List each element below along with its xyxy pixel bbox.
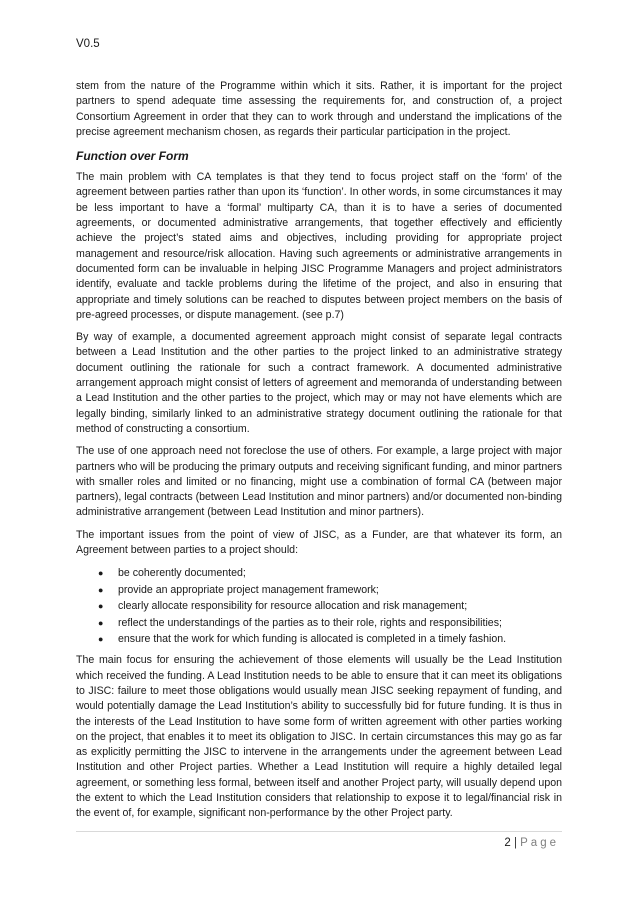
list-item-text: be coherently documented; <box>118 567 246 580</box>
paragraph-example: By way of example, a documented agreement approach might consist of separate legal contracts between a Lead Institution and the other parties to the project linked to an administrative strategy document outlining the rationale for such a contract framework. A documented administrative arrangement approach might consist of letters of agreement and memoranda of understanding between a Lead Institution and the other parties to the project, which may or may not have elements which are legally binding, similarly linked to an administrative strategy document outlining the rationale for that method of constructing a consortium. <box>76 331 562 435</box>
bullet-icon: ● <box>98 568 104 579</box>
list-item <box>98 598 562 614</box>
list-item <box>98 615 562 631</box>
list-item <box>98 631 562 647</box>
bullet-icon: ● <box>98 584 104 595</box>
paragraph-function-over-form: The main problem with CA templates is that they tend to focus project staff on the ‘form’ of the agreement between parties rather than upon its ‘function’. In other words, in some circumstances it may be less important to have a ‘formal’ multiparty CA, than it is to have a series of documented agreements, or documented administrative arrangements, that together effectively and efficiently achieve the project’s stated aims and objectives, including providing for appropriate project management and resource/risk allocation. Having such agreements or administrative arrangements in documented form can be invaluable in helping JISC Programme Managers and project administrators identify, evaluate and tackle problems during the lifetime of the project, and also in ensuring that appropriate and timely solutions can be reached to disputes between project members on the basis of pre-agreed processes, or dispute management. (see p.7) <box>76 171 562 321</box>
paragraph-lead-institution: The main focus for ensuring the achievement of those elements will usually be the Lead Institution which received the funding. A Lead Institution needs to be able to ensure that it can meet its obligations to JISC: failure to meet those obligations would usually mean JISC seeking repayment of funding, and would potentially damage the Lead Institution’s ability to successfully bid for future funding. It is thus in the interests of the Lead Institution to have some form of written agreement with other parties working on the project, that enables it to meet its obligation to JISC. In certain circumstances this may go as far as explicitly permitting the JISC to intervene in the arrangements under the agreement between Lead Institution and other Project parties. Whether a Lead Institution will require a highly detailed legal agreement, or something less formal, between itself and another Project party, will usually depend upon the extent to which the Lead Institution considers that relationship to expose it to legal/financial risk in the event of, for example, significant non-performance by the other Project party. <box>76 654 562 820</box>
list-item-text: reflect the understandings of the parties as to their role, rights and responsibilities; <box>118 616 502 629</box>
bullet-icon: ● <box>98 633 104 644</box>
intro-paragraph: stem from the nature of the Programme within which it sits. Rather, it is important for the project partners to spend adequate time assessing the requirements for, and construction of, a project Consortium Agreement in order that they can to work through and understand the implications of the precise agreement mechanism chosen, as regards their particular participation in the project. <box>76 80 562 138</box>
requirements-list <box>76 565 562 647</box>
footer-divider <box>76 831 562 832</box>
page-number: 2 <box>504 837 511 849</box>
list-item-text: ensure that the work for which funding is allocated is completed in a timely fashion. <box>118 632 507 645</box>
page-footer <box>504 836 559 850</box>
bullet-icon: ● <box>98 601 104 612</box>
list-item <box>98 565 562 581</box>
paragraph-important-issues: The important issues from the point of view of JISC, as a Funder, are that whatever its form, an Agreement between parties to a project should: <box>76 528 562 557</box>
list-item <box>98 582 562 598</box>
list-item-text: provide an appropriate project management framework; <box>118 583 379 596</box>
page-word: Page <box>520 837 559 849</box>
page-separator: | <box>513 837 517 849</box>
page-body <box>76 79 562 829</box>
bullet-icon: ● <box>98 617 104 628</box>
list-item-text: clearly allocate responsibility for resource allocation and risk management; <box>118 600 468 613</box>
version-label: V0.5 <box>76 38 100 50</box>
section-heading: Function over Form <box>76 149 189 164</box>
paragraph-approaches: The use of one approach need not foreclose the use of others. For example, a large project with major partners who will be producing the primary outputs and receiving significant funding, and minor partners with smaller roles and limited or no financing, might use a combination of formal CA (between major partners), legal contracts (between Lead Institution and minor partners) and/or documented non-binding administrative arrangement (between Lead Institution and minor partners). <box>76 445 562 519</box>
